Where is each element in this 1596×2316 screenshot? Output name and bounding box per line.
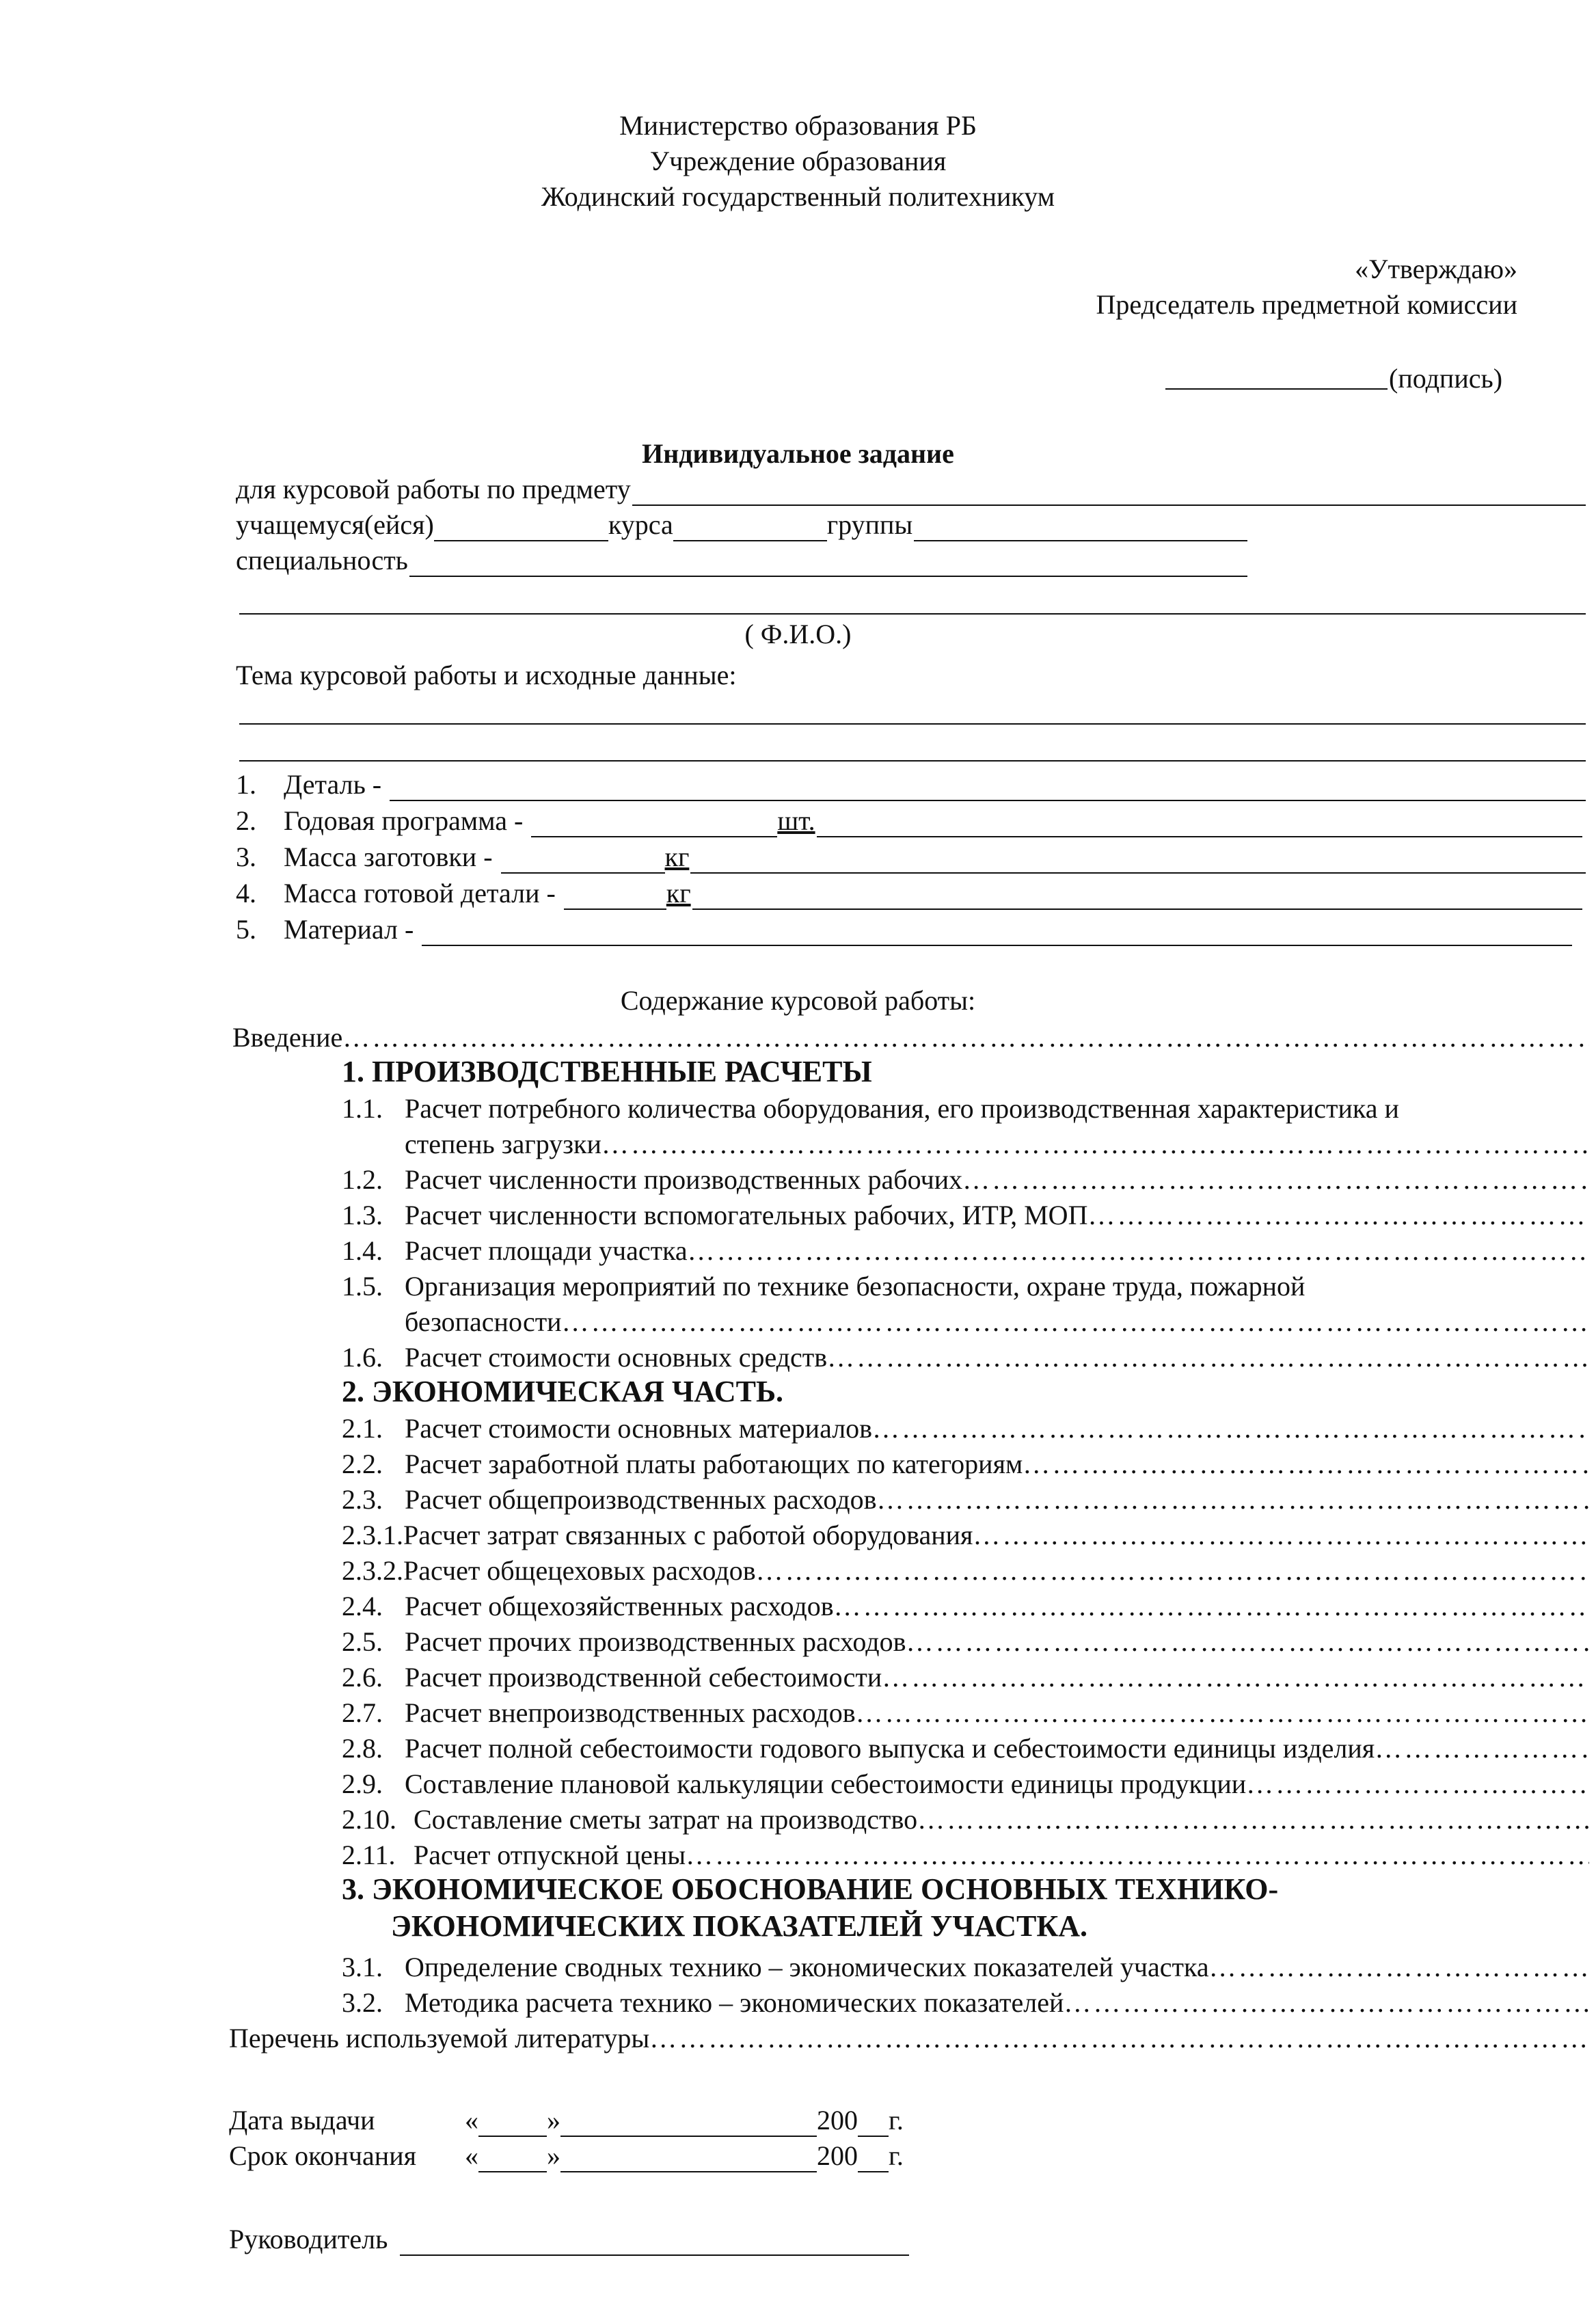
college-line: Жодинский государственный политехникум bbox=[541, 181, 1055, 212]
toc-dots bbox=[1087, 1199, 1589, 1232]
supervisor-field[interactable] bbox=[400, 2230, 909, 2256]
specialty-label: специальность bbox=[236, 545, 408, 576]
toc-item-2-11 bbox=[342, 1839, 1589, 1872]
toc-dots bbox=[756, 1554, 1589, 1587]
issue-month-field[interactable] bbox=[560, 2111, 817, 2137]
group-field[interactable] bbox=[914, 515, 1247, 541]
toc-dots bbox=[688, 1235, 1589, 1267]
toc-num: 2.4. bbox=[342, 1591, 383, 1621]
blank-mass-field-tail[interactable] bbox=[690, 848, 1586, 874]
subject-label: для курсовой работы по предмету bbox=[236, 474, 631, 504]
toc-text: Расчет полной себестоимости годового выпуска и себестоимости единицы изделия bbox=[405, 1733, 1375, 1764]
toc-num: 2.10. bbox=[342, 1804, 396, 1835]
toc-text: Расчет прочих производственных расходов bbox=[405, 1626, 906, 1657]
toc-num: 1.2. bbox=[342, 1164, 383, 1195]
toc-num: 2.5. bbox=[342, 1626, 383, 1657]
toc-text: Расчет общепроизводственных расходов bbox=[405, 1484, 877, 1515]
toc-dots bbox=[834, 1590, 1589, 1623]
toc-item-1-1-cont bbox=[405, 1128, 1589, 1161]
toc-text: Составление плановой калькуляции себестоимости единицы продукции bbox=[405, 1768, 1247, 1799]
topic-label: Тема курсовой работы и исходные данные: bbox=[236, 660, 737, 690]
data-item-num: 1. bbox=[236, 769, 256, 800]
end-year-field[interactable] bbox=[858, 2146, 889, 2172]
data-item-label: Деталь - bbox=[284, 769, 382, 800]
ministry-line: Министерство образования РБ bbox=[619, 110, 977, 141]
toc-num: 3.1. bbox=[342, 1952, 383, 1982]
section3-heading-cont: ЭКОНОМИЧЕСКИХ ПОКАЗАТЕЛЕЙ УЧАСТКА. bbox=[391, 1909, 1088, 1943]
specialty-field[interactable] bbox=[409, 551, 1247, 577]
toc-text: Расчет стоимости основных средств bbox=[405, 1342, 828, 1373]
toc-item-2-2 bbox=[342, 1448, 1589, 1481]
toc-dots bbox=[342, 1021, 1589, 1054]
issue-year-field[interactable] bbox=[858, 2111, 889, 2137]
toc-item-2-9 bbox=[342, 1768, 1589, 1801]
student-label: учащемуся(ейся) bbox=[236, 509, 434, 540]
material-field[interactable] bbox=[422, 920, 1572, 946]
toc-item-1-6 bbox=[342, 1341, 1589, 1374]
toc-dots bbox=[962, 1163, 1589, 1196]
toc-num: 2.3.1. bbox=[342, 1520, 403, 1550]
data-item-program bbox=[236, 805, 1582, 837]
toc-dots bbox=[872, 1412, 1589, 1445]
issue-date-row bbox=[229, 2104, 904, 2137]
toc-text: Расчет потребного количества оборудования, его производственная характеристика и bbox=[405, 1093, 1399, 1124]
year-suffix: г. bbox=[889, 2105, 904, 2136]
contents-title: Содержание курсовой работы: bbox=[620, 985, 976, 1016]
issue-day-field[interactable] bbox=[478, 2111, 547, 2137]
end-date-label: Срок окончания bbox=[229, 2140, 417, 2171]
toc-num: 2.11. bbox=[342, 1840, 396, 1870]
program-field-tail[interactable] bbox=[817, 811, 1582, 837]
course-field[interactable] bbox=[673, 515, 827, 541]
toc-item-2-4 bbox=[342, 1590, 1589, 1623]
toc-text: Расчет стоимости основных материалов bbox=[405, 1413, 873, 1444]
subject-field[interactable] bbox=[632, 480, 1586, 506]
form-title: Индивидуальное задание bbox=[642, 438, 954, 469]
data-item-unit: кг bbox=[664, 841, 690, 872]
data-item-num: 2. bbox=[236, 805, 256, 836]
toc-dots bbox=[827, 1341, 1589, 1374]
toc-text: Расчет численности производственных рабочих bbox=[405, 1164, 963, 1195]
toc-item-2-3 bbox=[342, 1483, 1589, 1516]
data-item-finished-mass bbox=[236, 877, 1582, 910]
toc-dots bbox=[856, 1697, 1589, 1729]
toc-num: 2.7. bbox=[342, 1697, 383, 1728]
data-item-unit: кг bbox=[666, 878, 691, 908]
toc-num: 1.6. bbox=[342, 1342, 383, 1373]
toc-text: Расчет площади участка bbox=[405, 1235, 688, 1266]
subject-row bbox=[236, 473, 1586, 506]
toc-item-2-7 bbox=[342, 1697, 1589, 1729]
topic-line-1[interactable] bbox=[239, 723, 1586, 725]
toc-dots bbox=[649, 2022, 1589, 2055]
toc-num: 1.1. bbox=[342, 1093, 383, 1124]
toc-num: 2.2. bbox=[342, 1449, 383, 1479]
institution-line: Учреждение образования bbox=[649, 146, 947, 176]
quote-open: « bbox=[465, 2105, 478, 2136]
toc-item-2-8 bbox=[342, 1732, 1589, 1765]
toc-dots bbox=[601, 1128, 1589, 1161]
toc-text: Расчет численности вспомогательных рабочих, ИТР, МОП bbox=[405, 1200, 1088, 1230]
toc-text: Расчет производственной себестоимости bbox=[405, 1662, 882, 1693]
end-month-field[interactable] bbox=[560, 2146, 817, 2172]
toc-num: 2.3.2. bbox=[342, 1555, 403, 1586]
toc-num: 1.5. bbox=[342, 1271, 383, 1302]
toc-dots bbox=[1064, 1987, 1589, 2019]
supervisor-row bbox=[229, 2223, 909, 2256]
data-item-material bbox=[236, 913, 1572, 946]
toc-num: 1.4. bbox=[342, 1235, 383, 1266]
data-item-label: Годовая программа - bbox=[284, 805, 524, 836]
quote-open: « bbox=[465, 2140, 478, 2171]
topic-line-2[interactable] bbox=[239, 760, 1586, 762]
quote-close: » bbox=[547, 2105, 560, 2136]
toc-text: Составление сметы затрат на производство bbox=[414, 1804, 918, 1835]
toc-text: Расчет затрат связанных с работой оборудования bbox=[403, 1520, 973, 1550]
toc-num: 2.6. bbox=[342, 1662, 383, 1693]
data-item-blank-mass bbox=[236, 841, 1586, 874]
toc-item-2-1 bbox=[342, 1412, 1589, 1445]
supervisor-label: Руководитель bbox=[229, 2224, 388, 2254]
toc-item-2-3-1 bbox=[342, 1519, 1589, 1552]
toc-text: Перечень используемой литературы bbox=[229, 2023, 650, 2054]
toc-text: Расчет внепроизводственных расходов bbox=[405, 1697, 856, 1728]
toc-dots bbox=[882, 1661, 1589, 1694]
toc-num: 1.3. bbox=[342, 1200, 383, 1230]
toc-text: Расчет заработной платы работающих по категориям bbox=[405, 1449, 1023, 1479]
data-item-label: Масса готовой детали - bbox=[284, 878, 556, 908]
year-suffix: г. bbox=[889, 2140, 904, 2171]
toc-text: безопасности bbox=[405, 1306, 562, 1337]
toc-item-2-5 bbox=[342, 1626, 1589, 1658]
student-row bbox=[236, 509, 1247, 541]
blank-mass-field[interactable] bbox=[501, 848, 665, 874]
chairman-text: Председатель предметной комиссии bbox=[1096, 289, 1517, 320]
toc-item-1-5 bbox=[342, 1270, 1589, 1303]
toc-dots bbox=[1246, 1768, 1589, 1801]
program-field[interactable] bbox=[531, 811, 777, 837]
signature-line[interactable] bbox=[1165, 388, 1388, 390]
toc-item-2-10 bbox=[342, 1803, 1589, 1836]
fio-caption: ( Ф.И.О.) bbox=[744, 619, 852, 649]
toc-item-1-4 bbox=[342, 1235, 1589, 1267]
toc-dots bbox=[1023, 1448, 1589, 1481]
toc-text: Введение bbox=[232, 1022, 343, 1053]
student-field[interactable] bbox=[434, 515, 608, 541]
toc-num: 2.3. bbox=[342, 1484, 383, 1515]
toc-item-1-1 bbox=[342, 1092, 1589, 1125]
toc-text: степень загрузки bbox=[405, 1129, 601, 1159]
year-prefix: 200 bbox=[817, 2105, 858, 2136]
group-label: группы bbox=[826, 509, 913, 540]
toc-item-1-2 bbox=[342, 1163, 1589, 1196]
data-item-num: 3. bbox=[236, 841, 256, 872]
toc-dots bbox=[1375, 1732, 1589, 1765]
toc-num: 2.1. bbox=[342, 1413, 383, 1444]
finished-mass-field[interactable] bbox=[564, 884, 666, 910]
toc-dots bbox=[1209, 1951, 1589, 1984]
approve-text: «Утверждаю» bbox=[1355, 254, 1517, 284]
toc-dots bbox=[686, 1839, 1589, 1872]
toc-num: 3.2. bbox=[342, 1987, 383, 2018]
end-day-field[interactable] bbox=[478, 2146, 547, 2172]
toc-item-2-3-2 bbox=[342, 1554, 1589, 1587]
toc-dots bbox=[562, 1306, 1589, 1338]
signature-label: (подпись) bbox=[1389, 363, 1503, 394]
specialty-row bbox=[236, 544, 1247, 577]
toc-num: 2.9. bbox=[342, 1768, 383, 1799]
finished-mass-field-tail[interactable] bbox=[692, 884, 1582, 910]
toc-item-1-3 bbox=[342, 1199, 1589, 1232]
toc-item-1-5-cont bbox=[405, 1306, 1589, 1338]
toc-text: Расчет общецеховых расходов bbox=[403, 1555, 756, 1586]
toc-dots bbox=[973, 1519, 1589, 1552]
toc-text: Методика расчета технико – экономических показателей bbox=[405, 1987, 1064, 2018]
section1-heading: 1. ПРОИЗВОДСТВЕННЫЕ РАСЧЕТЫ bbox=[342, 1055, 872, 1088]
toc-dots bbox=[917, 1803, 1589, 1836]
toc-dots bbox=[906, 1626, 1590, 1658]
toc-text: Организация мероприятий по технике безопасности, охране труда, пожарной bbox=[405, 1271, 1306, 1302]
data-item-label: Масса заготовки - bbox=[284, 841, 493, 872]
data-item-num: 4. bbox=[236, 878, 256, 908]
toc-text: Расчет отпускной цены bbox=[414, 1840, 686, 1870]
toc-text: Расчет общехозяйственных расходов bbox=[405, 1591, 834, 1621]
toc-text: Определение сводных технико – экономических показателей участка bbox=[405, 1952, 1209, 1982]
toc-introduction bbox=[232, 1021, 1589, 1054]
toc-item-3-1 bbox=[342, 1951, 1589, 1984]
detail-field[interactable] bbox=[390, 775, 1586, 801]
section3-heading: 3. ЭКОНОМИЧЕСКОЕ ОБОСНОВАНИЕ ОСНОВНЫХ ТЕХНИКО- bbox=[342, 1872, 1279, 1906]
issue-date-label: Дата выдачи bbox=[229, 2105, 375, 2136]
data-item-label: Материал - bbox=[284, 914, 414, 945]
toc-literature bbox=[229, 2022, 1589, 2055]
toc-item-3-2 bbox=[342, 1987, 1589, 2019]
end-date-row bbox=[229, 2140, 904, 2172]
toc-num: 2.8. bbox=[342, 1733, 383, 1764]
year-prefix: 200 bbox=[817, 2140, 858, 2171]
course-label: курса bbox=[608, 509, 673, 540]
quote-close: » bbox=[547, 2140, 560, 2171]
data-item-unit: шт. bbox=[777, 805, 815, 836]
toc-dots bbox=[877, 1483, 1589, 1516]
data-item-detail bbox=[236, 768, 1586, 801]
toc-item-2-6 bbox=[342, 1661, 1589, 1694]
fio-line[interactable] bbox=[239, 613, 1586, 615]
section2-heading: 2. ЭКОНОМИЧЕСКАЯ ЧАСТЬ. bbox=[342, 1375, 784, 1408]
data-item-num: 5. bbox=[236, 914, 256, 945]
